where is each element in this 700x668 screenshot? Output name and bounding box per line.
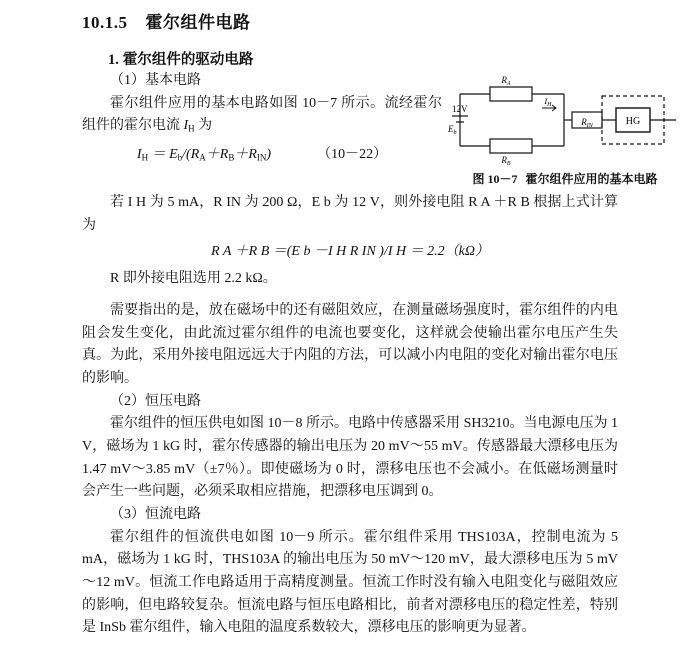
para5-body: 霍尔组件的恒压供电如图 10－8 所示。电路中传感器采用 SH3210。当电源电压为 1 V，磁场为 1 kG 时，霍尔传感器的输出电压为 20 mV～55 mV。传感器最大漂移电压为 1.47 mV～3.85 mV（±7％）。即使磁场为 0 时，漂移电压也不会减小。在低磁场测量时会产生一些问题，必须采取相应措施，把漂移电压调到 0。	[82, 416, 618, 500]
resistor-rb	[490, 139, 532, 153]
subsection-number: 1.	[108, 52, 119, 68]
para2-body: 若 I H 为 5 mA，R IN 为 200 Ω，E b 为 12 V，则外接电阻 R A ＋R B 根据上式计算为	[82, 195, 618, 233]
para1-heading: （1）基本电路	[110, 73, 201, 88]
subsection-heading	[108, 48, 253, 69]
symbol-ih: $I_H$	[183, 118, 195, 134]
section-heading	[82, 8, 251, 33]
body-column-block3	[82, 300, 618, 640]
para1-body: 霍尔组件应用的基本电路如图 10－7 所示。流经霍尔组件的霍尔电流 $I_H$ 为	[82, 95, 442, 134]
formula-10-22: $I_H = E_b/(R_A+R_B+R_{IN})$ （10－22）	[136, 147, 388, 163]
body-column-block2	[82, 192, 618, 291]
figure-caption-text: 霍尔组件应用的基本电路	[525, 172, 658, 186]
label-ih: $I_H$	[544, 97, 552, 108]
label-supply-voltage: 12V	[452, 104, 468, 114]
section-number: 10.1.5	[82, 13, 128, 32]
body-column-left	[82, 70, 442, 169]
subsection-title: 霍尔组件的驱动电路	[122, 52, 254, 68]
para5-heading: （2）恒压电路	[110, 393, 201, 409]
label-hg: HG	[625, 116, 641, 127]
section-title: 霍尔组件电路	[145, 13, 251, 32]
figure-number: 图 10－7	[472, 172, 518, 186]
figure-10-7-caption	[440, 170, 690, 187]
figure-10-7	[446, 72, 682, 173]
label-ra: $R_A$	[501, 75, 511, 87]
figure-10-7-circuit	[446, 72, 682, 168]
para4-body: 需要指出的是，放在磁场中的还有磁阻效应，在测量磁场强度时，霍尔组件的内电阻会发生变化，由此流过霍尔组件的电流也要变化，这样就会使输出霍尔电压产生失真。为此，采用外接电阻远远大于内阻的方法，可以减小内电阻的变化对输出霍尔电压的影响。	[82, 303, 618, 387]
para3-body: R 即外接电阻选用 2.2 kΩ。	[110, 271, 277, 287]
formula-ra-rb: R A ＋R B ＝(E b －I H R IN )/I H ＝ 2.2（kΩ）	[211, 244, 489, 260]
para6-body: 霍尔组件的恒流供电如图 10－9 所示。霍尔组件采用 THS103A，控制电流为 5 mA，磁场为 1 kG 时，THS103A 的输出电压为 50 mV～120 mV，最大漂移电压为 5 mV～12 mV。恒流工作电路适用于高精度测量。恒流工作时没有输入电阻变化与磁阻效应的影响，但电路较复杂。恒流电路与恒压电路相比，前者对漂移电压的稳定性差，特别是 InSb 霍尔组件，输入电阻的温度系数较大，漂移电压的影响更为显著。	[82, 529, 618, 636]
para6-heading: （3）恒流电路	[110, 507, 201, 523]
resistor-ra	[490, 87, 532, 101]
equation-number: （10－22）	[317, 147, 388, 163]
label-rb: $R_B$	[501, 155, 511, 167]
label-rin: $R_{IN}$	[581, 117, 593, 129]
label-supply-symbol: $E_b$	[448, 124, 457, 136]
